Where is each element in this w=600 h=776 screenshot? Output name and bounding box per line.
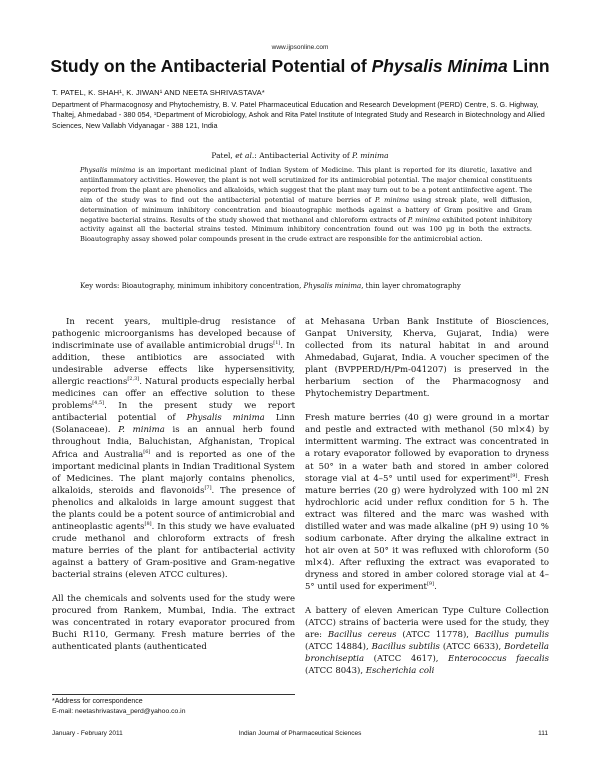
abstract-species-short: P. minima <box>374 195 410 204</box>
affiliation-1: Department of Pharmacognosy and Phytochemistry, B. V. Patel Pharmaceutical Education and Research Development (PERD) Centre, S. G. Highway, Thaltej, Ahmedabad - 380 054, <box>52 100 539 120</box>
citation-ref: [9] <box>510 472 518 479</box>
species-name: Bordetella bronchiseptia <box>305 642 549 665</box>
correspondence-title: *Address for correspondence <box>52 698 143 705</box>
running-head-topic: : Antibacterial Activity of <box>254 151 352 160</box>
running-head-etal: et al. <box>235 151 255 160</box>
footer-page-number: 111 <box>538 730 548 737</box>
species-name: Bacillus pumulis <box>474 630 549 641</box>
species-name: Physalis minima <box>186 413 265 424</box>
keywords-text: , thin layer chromatography <box>361 282 461 290</box>
paragraph-text: and is reported as one of the important medicinal plants in Indian Traditional System of Medicines. The plant majorly contains phenolics, alkaloids, steroids and flavonoids <box>52 449 295 496</box>
paragraph-text: (ATCC 14884), <box>305 642 372 653</box>
keywords-text: Bioautography, minimum inhibitory concentration, <box>119 282 304 290</box>
abstract-species-short: P. minima <box>407 215 441 224</box>
body-paragraph-extraction <box>305 412 549 593</box>
citation-ref: [6] <box>143 448 151 455</box>
running-head <box>0 151 600 160</box>
affiliations <box>52 100 552 131</box>
title-text: Study on the Antibacterial Potential of <box>50 56 372 76</box>
keywords <box>80 282 540 290</box>
abstract-text: using streak plate, well diffusion, determination of minimum inhibitory concentration and bioautographic methods against a battery of Gram positive and Gram negative bacterial strains. Results of the study showed that methanol and chloroform extracts of <box>80 195 532 224</box>
paragraph-text: (ATCC 4617), <box>364 654 449 665</box>
citation-ref: [8] <box>144 520 152 527</box>
citation-ref: [9] <box>426 581 435 588</box>
citation-ref: [7] <box>204 484 212 491</box>
running-head-authors: Patel, <box>211 151 236 160</box>
citation-ref: [4,5] <box>92 400 105 407</box>
body-paragraph-strains <box>305 605 549 677</box>
paragraph-text: . In this study we have evaluated crude methanol and chloroform extracts of fresh mature berries of the plant for antibacterial activity against a battery of Gram-positive and Gram-negative bacterial strains (eleven ATCC cultures). <box>52 521 295 580</box>
footer-date: January - February 2011 <box>52 730 123 737</box>
species-name: P. minima <box>118 425 165 436</box>
paragraph-text: is an annual herb found throughout India, Baluchistan, Afghanistan, Tropical Africa and Australia <box>52 425 295 460</box>
paragraph-text: . In the present study we report antibacterial potential of <box>52 401 295 424</box>
species-name: Bacillus subtilis <box>371 642 440 653</box>
author-list: T. PATEL, K. SHAH¹, K. JIWAN¹ AND NEETA SHRIVASTAVA* <box>52 88 265 97</box>
paragraph-text: (ATCC 11778), <box>396 630 475 641</box>
paragraph-text: . Natural products especially herbal medicines can offer an effective solution to these problems <box>52 377 295 412</box>
paragraph-text: . Fresh mature berries (20 g) were hydrolyzed with 100 ml 2N hydrochloric acid under reflux condition for 5 h. The extract was filtered and the marc was washed with distilled water and was made alkaline (pH 9) using 10 % sodium carbonate. After drying the alkaline extract in hot air oven at 50° it was refluxed with chloroform (50 ml×4). After refluxing the extract was evaporated to dryness and stored in amber colored storage vial at 4–5° until used for experiment <box>305 473 550 592</box>
paragraph-text: A battery of eleven American Type Culture Collection (ATCC) strains of bacteria were used for the study, they are: <box>305 606 549 641</box>
species-name: Enterococcus faecalis <box>448 654 549 665</box>
title-text-end: Linn <box>507 56 550 76</box>
species-name: Escherichia coli <box>365 666 435 677</box>
body-column-right <box>305 316 549 689</box>
paragraph-text: (ATCC 8043), <box>305 666 366 677</box>
paragraph-text: . <box>434 581 437 592</box>
journal-website: www.ijpsonline.com <box>271 44 329 51</box>
abstract-species: Physalis minima <box>80 166 136 174</box>
paragraph-text: . The presence of phenolics and alkaloids in large amount suggest that the plants could be a potent source of antimicrobial and antineoplastic agents <box>52 485 295 532</box>
running-head-species: P. minima <box>352 151 389 160</box>
body-column-left <box>52 316 295 665</box>
body-paragraph-materials: All the chemicals and solvents used for the study were procured from Rankem, Mumbai, India. The extract was concentrated in rotary evaporator procured from Buchi R110, Germany. Fresh mature berries of the authenticated plants (authenticated <box>52 594 295 653</box>
citation-ref: [1] <box>273 340 281 347</box>
footnote-divider <box>52 694 295 695</box>
citation-ref: [2,3] <box>127 376 140 383</box>
title-species: Physalis Minima <box>371 56 508 76</box>
affiliation-2: ¹Department of Microbiology, Ashok and Rita Patel Institute of Integrated Study and Research in Biotechnology and Allied Sciences, New Vallabh Vidyanagar - 388 121, India <box>52 110 545 130</box>
abstract <box>80 166 532 245</box>
body-paragraph-intro <box>52 316 295 581</box>
paragraph-text: . In addition, these antibiotics are associated with undesirable adverse effects like hypersensitivity, allergic reactions <box>52 341 295 388</box>
paragraph-text: Linn (Solanaceae). <box>52 413 296 436</box>
paragraph-text: (ATCC 6633), <box>439 642 505 653</box>
body-paragraph-collection: at Mehasana Urban Bank Institute of Biosciences, Ganpat University, Kherva, Gujarat, India) were collected from its natural habitat in and around Ahmedabad, Gujarat, India. A voucher specimen of the plant (BVPPERD/H/Pm-041207) is preserved in the herbarium section of the Pharmacognosy and Phytochemistry Department. <box>305 317 549 400</box>
keywords-species: Physalis minima <box>303 282 362 290</box>
abstract-text: exhibited potent inhibitory activity against all the bacterial strains tested. Minimum inhibitory concentration found out was 100 μg in both the extracts. Bioautography assay showed polar compounds present in the crude extract are responsible for the antimicrobial action. <box>80 215 533 244</box>
article-title <box>0 56 600 77</box>
paragraph-text: Fresh mature berries (40 g) were ground in a mortar and pestle and extracted with methanol (50 ml×4) by intermittent warming. The extract was concentrated in a rotary evaporator followed by evaporation to dryness at 50° in a water bath and stored in amber colored storage vial at 4–5° until used for experiment <box>305 413 549 484</box>
footer-journal: Indian Journal of Pharmaceutical Sciences <box>238 730 362 737</box>
species-name: Bacillus cereus <box>327 630 397 641</box>
keywords-label: Key words: <box>80 282 120 290</box>
correspondence-email: E-mail: neetashrivastava_perd@yahoo.co.in <box>52 708 186 715</box>
abstract-text: is an important medicinal plant of Indian System of Medicine. This plant is reported for its diuretic, laxative and antiinflammatory activities. However, the plant is not well scrutinized for its antimicrobial potential. The major chemical constituents reported from the plant are phenolics and alkaloids, which suggest that the plant may turn out to be a potent antiinfective agent. The aim of the study was to find out the antibacterial potential of mature berries of <box>80 166 533 204</box>
paragraph-text: In recent years, multiple-drug resistance of pathogenic microorganisms has developed because of indiscriminate use of available antimicrobial drugs <box>52 317 295 352</box>
